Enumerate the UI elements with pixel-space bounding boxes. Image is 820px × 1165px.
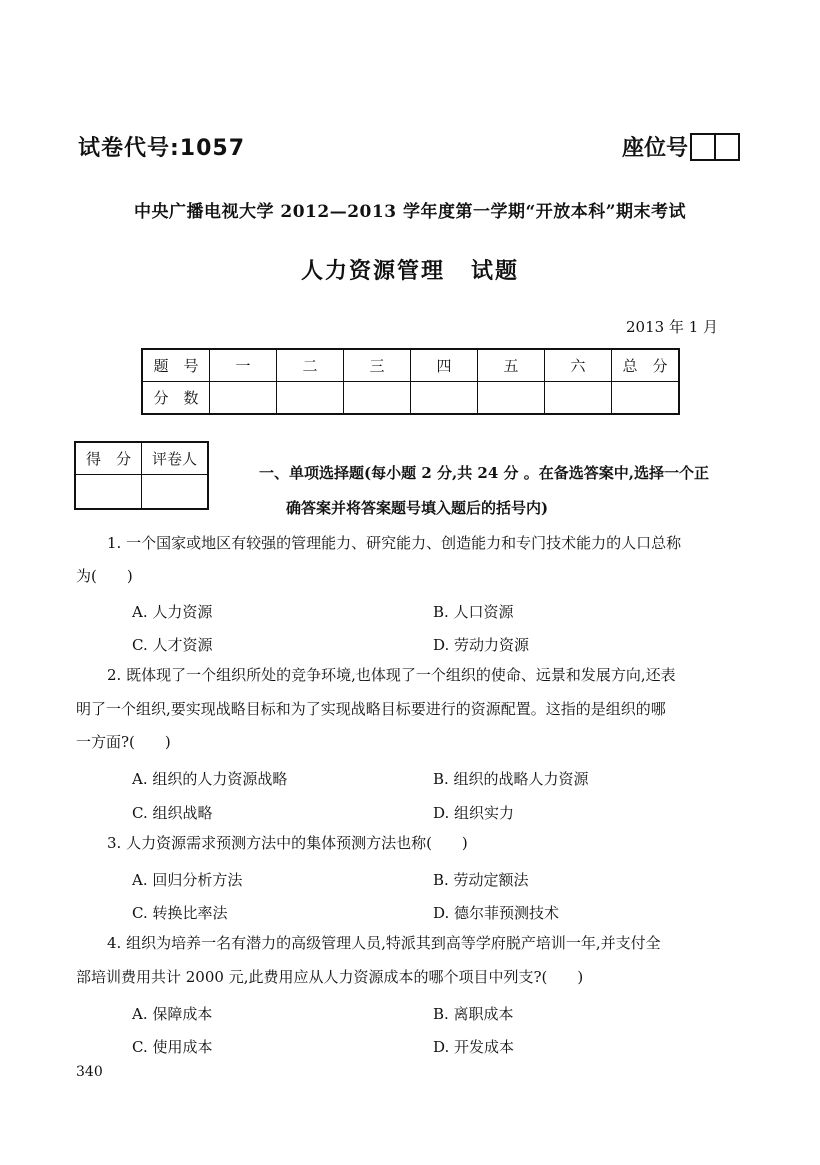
score-cell bbox=[344, 382, 411, 415]
subject-suffix: 试题 bbox=[471, 259, 520, 284]
grader-table bbox=[74, 441, 209, 510]
subject-title bbox=[0, 254, 820, 285]
q4-option-d: D. 开发成本 bbox=[433, 1038, 515, 1056]
score-header-cell: 总 分 bbox=[612, 349, 680, 382]
score-cell bbox=[545, 382, 612, 415]
score-table-header-row bbox=[142, 349, 679, 382]
score-table bbox=[141, 348, 680, 415]
score-cell bbox=[478, 382, 545, 415]
question-2-line-3: 一方面?( ) bbox=[76, 733, 171, 751]
q2-option-c: C. 组织战略 bbox=[132, 804, 213, 822]
grader-score-label: 得 分 bbox=[75, 442, 142, 475]
q3-option-b: B. 劳动定额法 bbox=[433, 871, 529, 889]
score-header-cell: 三 bbox=[344, 349, 411, 382]
score-cell bbox=[210, 382, 277, 415]
score-header-cell: 题 号 bbox=[142, 349, 210, 382]
q1-option-b: B. 人口资源 bbox=[433, 603, 514, 621]
q4-option-b: B. 离职成本 bbox=[433, 1005, 514, 1023]
q3-option-a: A. 回归分析方法 bbox=[132, 871, 243, 889]
question-4-line-1: 4. 组织为培养一名有潜力的高级管理人员,特派其到高等学府脱产培训一年,并支付全 bbox=[107, 934, 661, 952]
q1-option-c: C. 人才资源 bbox=[132, 636, 213, 654]
score-header-cell: 五 bbox=[478, 349, 545, 382]
exam-title: 中央广播电视大学 2012—2013 学年度第一学期“开放本科”期末考试 bbox=[133, 202, 687, 222]
grader-name-cell bbox=[142, 475, 209, 510]
question-4-line-2: 部培训费用共计 2000 元,此费用应从人力资源成本的哪个项目中列支?( ) bbox=[76, 968, 584, 986]
exam-date: 2013 年 1 月 bbox=[626, 318, 719, 336]
section-heading-cont: 确答案并将答案题号填入题后的括号内) bbox=[286, 499, 549, 517]
paper-code: 试卷代号:1057 bbox=[78, 136, 246, 161]
q4-option-a: A. 保障成本 bbox=[132, 1005, 213, 1023]
q3-option-d: D. 德尔菲预测技术 bbox=[433, 904, 560, 922]
score-header-cell: 四 bbox=[411, 349, 478, 382]
seat-number bbox=[622, 131, 740, 162]
q1-option-a: A. 人力资源 bbox=[132, 603, 213, 621]
q2-option-a: A. 组织的人力资源战略 bbox=[132, 770, 288, 788]
score-header-cell: 一 bbox=[210, 349, 277, 382]
q2-option-b: B. 组织的战略人力资源 bbox=[433, 770, 589, 788]
question-2-line-2: 明了一个组织,要实现战略目标和为了实现战略目标要进行的资源配置。这指的是组织的哪 bbox=[76, 700, 666, 718]
score-header-cell: 二 bbox=[277, 349, 344, 382]
score-row-label: 分 数 bbox=[142, 382, 210, 415]
page-number: 340 bbox=[76, 1064, 103, 1080]
score-cell bbox=[411, 382, 478, 415]
seat-boxes bbox=[690, 133, 740, 161]
grader-name-label: 评卷人 bbox=[142, 442, 209, 475]
question-1-line-2: 为( ) bbox=[76, 567, 133, 585]
score-cell bbox=[277, 382, 344, 415]
q3-option-c: C. 转换比率法 bbox=[132, 904, 228, 922]
grader-score-cell bbox=[75, 475, 142, 510]
q4-option-c: C. 使用成本 bbox=[132, 1038, 213, 1056]
subject-name: 人力资源管理 bbox=[300, 259, 445, 284]
q1-option-d: D. 劳动力资源 bbox=[433, 636, 530, 654]
score-header-cell: 六 bbox=[545, 349, 612, 382]
score-cell bbox=[612, 382, 680, 415]
question-3-line-1: 3. 人力资源需求预测方法中的集体预测方法也称( ) bbox=[107, 834, 468, 852]
section-heading: 一、单项选择题(每小题 2 分,共 24 分 。在备选答案中,选择一个正 bbox=[259, 464, 709, 482]
seat-label: 座位号 bbox=[622, 136, 689, 161]
score-table-score-row bbox=[142, 382, 679, 415]
question-1-line-1: 1. 一个国家或地区有较强的管理能力、研究能力、创造能力和专门技术能力的人口总称 bbox=[107, 534, 682, 552]
q2-option-d: D. 组织实力 bbox=[433, 804, 515, 822]
question-2-line-1: 2. 既体现了一个组织所处的竞争环境,也体现了一个组织的使命、远景和发展方向,还表 bbox=[107, 666, 676, 684]
